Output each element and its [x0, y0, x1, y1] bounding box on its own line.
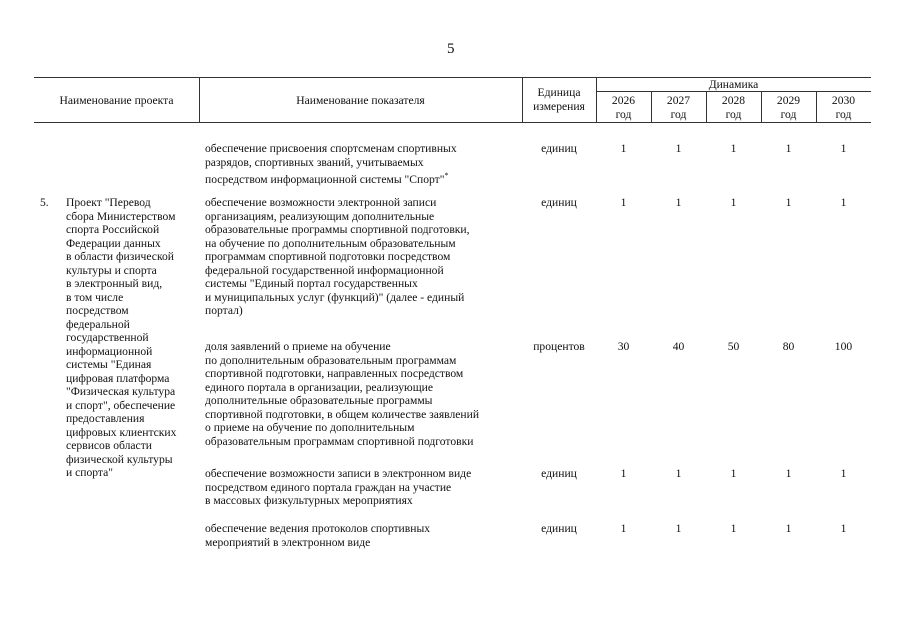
indicator-value: 100: [834, 340, 853, 353]
header-year: [706, 94, 761, 121]
indicator-name-line: организациям, реализующим дополнительные: [205, 209, 435, 223]
project-name-line: системы "Единая: [66, 358, 152, 371]
indicator-value: 1: [730, 467, 737, 480]
project-name: [66, 196, 176, 480]
header-year-value: 2029: [776, 94, 801, 107]
footnote-mark: *: [444, 171, 449, 180]
indicator-name: [205, 196, 470, 318]
header-year-word: год: [670, 107, 687, 121]
header-year-value: 2028: [721, 94, 746, 107]
header-unit: [522, 86, 596, 113]
indicator-name-line: мероприятий в электронном виде: [205, 535, 371, 549]
project-name-line: "Физическая культура: [66, 385, 176, 398]
header-project-name: Наименование проекта: [59, 94, 174, 107]
indicator-value: 1: [840, 196, 847, 209]
indicator-name-line: на обучение по дополнительным образовательным: [205, 236, 456, 250]
indicator-name-line: программам спортивной подготовки посредством: [205, 250, 451, 263]
indicator-name-line: в массовых физкультурных мероприятиях: [205, 494, 413, 507]
indicator-name-line: обеспечение возможности записи в электронном виде: [205, 467, 472, 480]
header-year-value: 2030: [831, 94, 856, 107]
header-unit-line: измерения: [533, 99, 585, 113]
indicator-value: 80: [782, 340, 795, 353]
indicator-name-line: обеспечение возможности электронной записи: [205, 196, 437, 209]
indicator-value: 50: [727, 340, 740, 353]
project-name-line: посредством: [66, 304, 129, 317]
indicator-name-line: о приеме на обучение по дополнительным: [205, 421, 415, 434]
header-dynamics: Динамика: [708, 78, 759, 91]
header-year-word: год: [780, 107, 797, 121]
indicator-value: 1: [785, 142, 792, 155]
indicator-name-line: по дополнительным образовательным программам: [205, 353, 457, 367]
project-name-line: культуры и спорта: [66, 263, 157, 277]
indicator-name: [205, 340, 479, 448]
header-year-word: год: [835, 107, 852, 121]
project-number: 5.: [40, 196, 49, 209]
project-name-line: федеральной: [66, 317, 130, 331]
project-name-line: в электронный вид,: [66, 277, 163, 290]
indicator-unit: единиц: [541, 142, 577, 155]
indicator-unit: процентов: [533, 340, 585, 353]
indicator-value: 1: [620, 522, 627, 535]
indicator-unit: единиц: [541, 522, 577, 535]
indicator-name-line: системы "Единый портал государственных: [205, 277, 418, 290]
header-year-value: 2026: [611, 94, 636, 107]
indicator-unit: единиц: [541, 196, 577, 209]
indicator-name-line: портал): [205, 304, 243, 317]
indicator-name-line: и муниципальных услуг (функций)" (далее - единый: [205, 290, 465, 304]
indicator-value: 1: [840, 142, 847, 155]
indicator-value: 1: [730, 142, 737, 155]
project-name-line: сервисов области: [66, 439, 152, 452]
indicator-value: 1: [620, 467, 627, 480]
page-number: 5: [447, 41, 455, 57]
indicator-name-line: дополнительные образовательные программы: [205, 394, 433, 407]
indicator-name-line: образовательные программы спортивной подготовки,: [205, 223, 470, 236]
indicator-value: 1: [675, 522, 682, 535]
project-name-line: физической культуры: [66, 452, 173, 466]
indicator-value: 40: [672, 340, 685, 353]
indicator-name-line: единого портала в организации, реализующие: [205, 380, 433, 394]
project-name-line: информационной: [66, 344, 153, 358]
indicator-value: 1: [840, 467, 847, 480]
project-name-line: и спорта": [66, 466, 113, 479]
header-year: [761, 94, 816, 121]
project-name-line: и спорт", обеспечение: [66, 398, 176, 412]
header-year: [596, 94, 651, 121]
header-year-word: год: [615, 107, 632, 121]
indicator-name-line: федеральной государственной информационной: [205, 263, 444, 277]
project-name-line: предоставления: [66, 412, 145, 425]
project-name-line: цифровых клиентских: [66, 425, 177, 439]
indicator-name: [205, 142, 457, 186]
header-year: [816, 94, 871, 121]
indicator-name-line: разрядов, спортивных званий, учитываемых: [205, 155, 424, 169]
project-name-line: в области физической: [66, 250, 174, 263]
indicator-name-line: образовательным программам спортивной подготовки: [205, 434, 474, 448]
indicator-value: 1: [675, 467, 682, 480]
indicator-name: [205, 522, 430, 549]
indicator-value: 1: [675, 196, 682, 209]
indicator-name: [205, 467, 471, 508]
indicator-name-line: посредством единого портала граждан на участие: [205, 480, 452, 494]
indicator-name-line: обеспечение присвоения спортсменам спортивных: [205, 142, 457, 155]
indicator-value: 1: [675, 142, 682, 155]
indicator-name-line: спортивной подготовки, в общем количестве заявлений: [205, 407, 480, 421]
header-unit-line: Единица: [537, 86, 581, 99]
indicator-name-line: посредством информационной системы "Спорт"*: [205, 171, 449, 186]
indicator-value: 1: [840, 522, 847, 535]
indicator-value: 1: [620, 196, 627, 209]
project-name-line: сбора Министерством: [66, 209, 176, 223]
indicator-value: 30: [617, 340, 630, 353]
indicator-name-line: доля заявлений о приеме на обучение: [205, 340, 391, 353]
header-indicator-name: Наименование показателя: [296, 94, 425, 107]
header-bottom-rule: [34, 122, 871, 123]
indicator-value: 1: [730, 196, 737, 209]
header-year: [651, 94, 706, 121]
indicator-name-line: спортивной подготовки, направленных посредством: [205, 367, 464, 380]
project-name-line: в том числе: [66, 290, 124, 304]
project-name-line: Федерации данных: [66, 236, 161, 250]
indicator-value: 1: [730, 522, 737, 535]
indicator-unit: единиц: [541, 467, 577, 480]
indicator-value: 1: [785, 467, 792, 480]
indicator-value: 1: [785, 196, 792, 209]
indicator-value: 1: [620, 142, 627, 155]
project-name-line: государственной: [66, 331, 149, 344]
header-year-word: год: [725, 107, 742, 121]
project-name-line: Проект "Перевод: [66, 196, 151, 209]
indicator-name-line: обеспечение ведения протоколов спортивных: [205, 522, 431, 535]
header-year-value: 2027: [666, 94, 691, 107]
project-name-line: цифровая платформа: [66, 371, 170, 385]
indicator-value: 1: [785, 522, 792, 535]
project-name-line: спорта Российской: [66, 223, 160, 236]
